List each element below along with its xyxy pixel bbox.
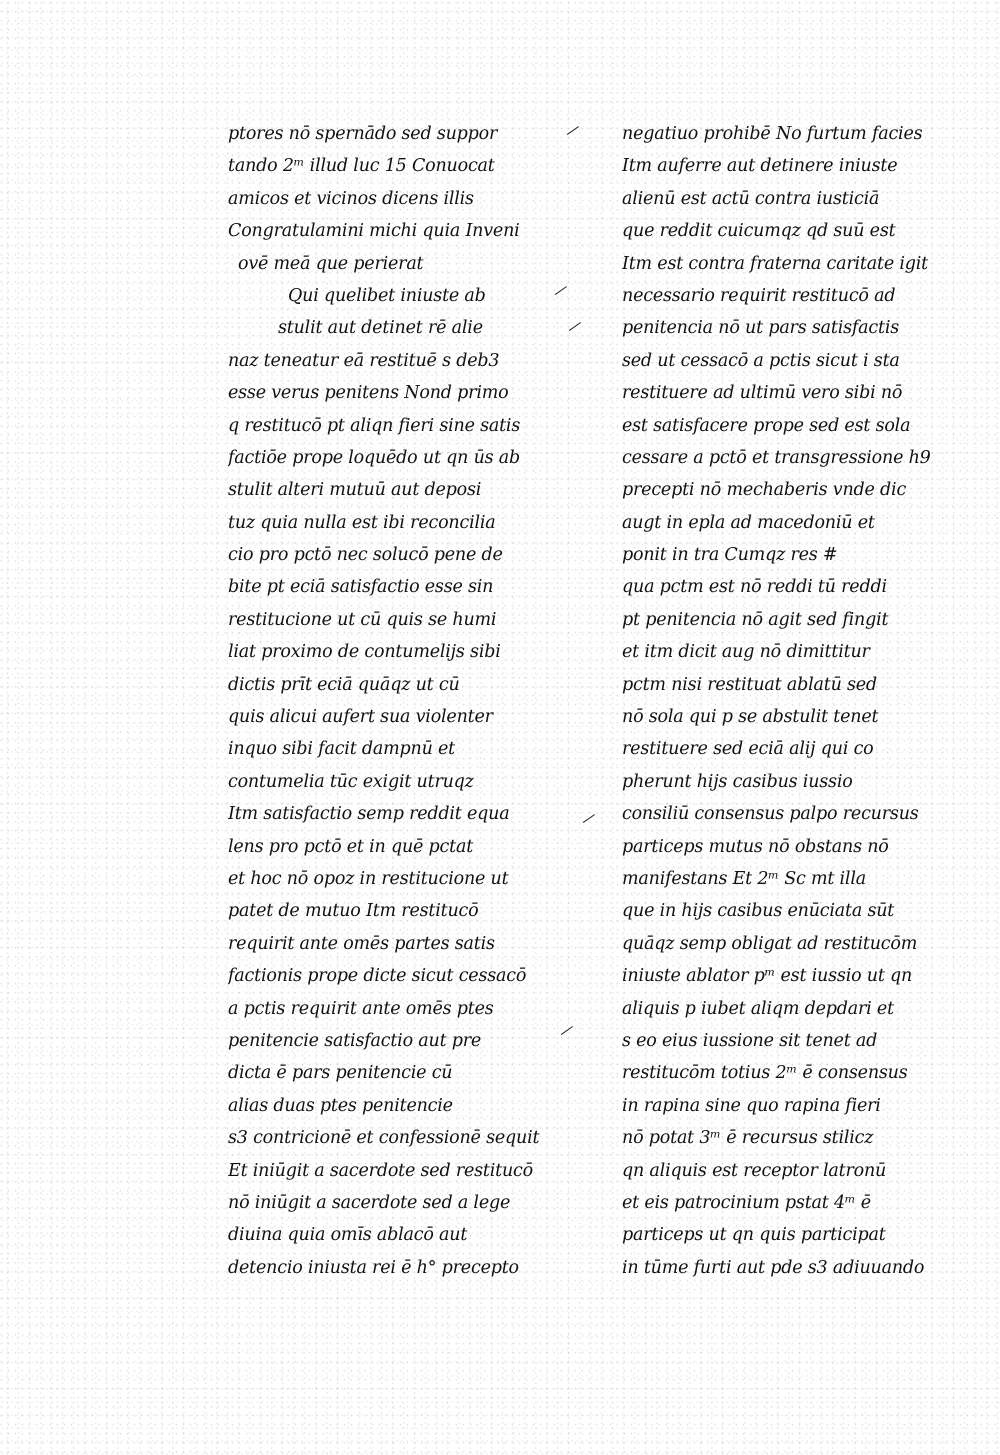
margin-mark: [583, 814, 595, 823]
text-line: contumelia tūc exigit utruqz: [228, 771, 474, 792]
text-line: restituere ad ultimū vero sibi nō: [622, 383, 903, 404]
text-line: pherunt hijs casibus iussio: [622, 771, 853, 792]
text-line: factiōe prope loquēdo ut qn ūs ab: [228, 447, 521, 468]
text-line: iniuste ablator pᵐ est iussio ut qn: [622, 966, 913, 987]
text-line: restituere sed eciā alij qui co: [622, 739, 874, 760]
text-line: nō iniūgit a sacerdote sed a lege: [228, 1192, 511, 1213]
text-line: Itm est contra fraterna caritate igit: [622, 253, 928, 274]
text-line: ptores nō spernādo sed suppor: [228, 124, 498, 144]
text-line: Itm satisfactio semp reddit equa: [228, 804, 510, 825]
text-line: alienū est actū contra iusticiā: [622, 188, 880, 209]
text-line: necessario requirit restitucō ad: [622, 285, 896, 306]
text-line: nō potat 3ᵐ ē recursus stilicz: [622, 1128, 874, 1149]
text-line: particeps mutus nō obstans nō: [622, 836, 889, 857]
text-line: particeps ut qn quis participat: [622, 1225, 886, 1246]
text-line: est satisfacere prope sed est sola: [622, 415, 911, 436]
text-line: cio pro pctō nec solucō pene de: [228, 545, 503, 566]
right-column: [622, 118, 994, 1284]
text-line: q restitucō pt aliqn fieri sine satis: [228, 415, 521, 436]
text-line: pt penitencia nō agit sed fingit: [622, 609, 889, 630]
text-line: penitencie satisfactio aut pre: [228, 1030, 482, 1051]
text-line: Itm auferre aut detinere iniuste: [622, 156, 898, 177]
text-line: tando 2ᵐ illud luc 15 Conuocat: [228, 156, 495, 177]
text-line: quāqz semp obligat ad restitucōm: [622, 933, 918, 954]
left-column: [228, 118, 580, 1284]
text-line: augt in epla ad macedoniū et: [622, 512, 875, 533]
text-line: amicos et vicinos dicens illis: [228, 188, 474, 209]
text-line: s3 contricionē et confessionē sequit: [228, 1128, 540, 1149]
text-line: pctm nisi restituat ablatū sed: [622, 674, 877, 695]
text-line: inquo sibi facit dampnū et: [228, 739, 456, 760]
text-line: consiliū consensus palpo recursus: [622, 804, 919, 825]
text-line: esse verus penitens Nond primo: [228, 383, 509, 404]
text-line: Qui quelibet iniuste ab: [288, 285, 486, 306]
text-line: s eo eius iussione sit tenet ad: [622, 1030, 878, 1051]
text-line: detencio iniusta rei ē h° precepto: [228, 1257, 519, 1278]
text-line: Et iniūgit a sacerdote sed restitucō: [228, 1160, 533, 1181]
text-line: Congratulamini michi quia Inveni: [228, 221, 520, 242]
text-line: precepti nō mechaberis vnde dic: [622, 480, 907, 501]
text-line: quis alicui aufert sua violenter: [228, 707, 493, 728]
text-line: que reddit cuicumqz qd suū est: [622, 221, 896, 242]
text-line: negatiuo prohibē No furtum facies: [622, 124, 923, 144]
text-line: dictis prīt eciā quāqz ut cū: [228, 674, 460, 695]
text-line: nō sola qui p se abstulit tenet: [622, 707, 879, 728]
text-line: a pctis requirit ante omēs ptes: [228, 998, 494, 1019]
text-line: ponit in tra Cumqz res #: [622, 545, 838, 566]
text-line: in tūme furti aut pde s3 adiuuando: [622, 1257, 925, 1278]
text-line: et eis patrocinium pstat 4ᵐ ē: [622, 1192, 871, 1213]
text-line: stulit alteri mutuū aut deposi: [228, 480, 482, 501]
text-line: penitencia nō ut pars satisfactis: [622, 318, 900, 339]
text-line: sed ut cessacō a pctis sicut i sta: [622, 350, 900, 371]
text-line: manifestans Et 2ᵐ Sc mt illa: [622, 868, 866, 889]
text-line: que in hijs casibus enūciata sūt: [622, 901, 895, 922]
text-line: bite pt eciā satisfactio esse sin: [228, 577, 494, 598]
text-line: naz teneatur eā restituē s deb3: [228, 350, 500, 371]
text-line: factionis prope dicte sicut cessacō: [228, 966, 527, 987]
text-line: stulit aut detinet rē alie: [278, 318, 483, 339]
text-line: restitucōm totius 2ᵐ ē consensus: [622, 1063, 908, 1084]
text-line: liat proximo de contumelijs sibi: [228, 642, 501, 663]
text-line: patet de mutuo Itm restitucō: [228, 901, 479, 922]
text-line: in rapina sine quo rapina fieri: [622, 1095, 881, 1116]
text-line: restitucione ut cū quis se humi: [228, 609, 497, 630]
text-line: aliquis p iubet aliqm depdari et: [622, 998, 894, 1019]
text-line: lens pro pctō et in quē pctat: [228, 836, 474, 857]
text-line: tuz quia nulla est ibi reconcilia: [228, 512, 496, 533]
text-line: cessare a pctō et transgressione h9: [622, 447, 931, 468]
text-line: dicta ē pars penitencie cū: [228, 1063, 453, 1084]
text-line: et hoc nō opoz in restitucione ut: [228, 868, 509, 889]
text-line: diuina quia omīs ablacō aut: [228, 1225, 468, 1246]
text-line: requirit ante omēs partes satis: [228, 933, 495, 954]
text-line: qua pctm est nō reddi tū reddi: [622, 577, 887, 598]
text-line: et itm dicit aug nō dimittitur: [622, 642, 870, 663]
text-line: ovē meā que perierat: [238, 253, 424, 274]
text-line: qn aliquis est receptor latronū: [622, 1160, 887, 1181]
text-line: alias duas ptes penitencie: [228, 1095, 453, 1116]
